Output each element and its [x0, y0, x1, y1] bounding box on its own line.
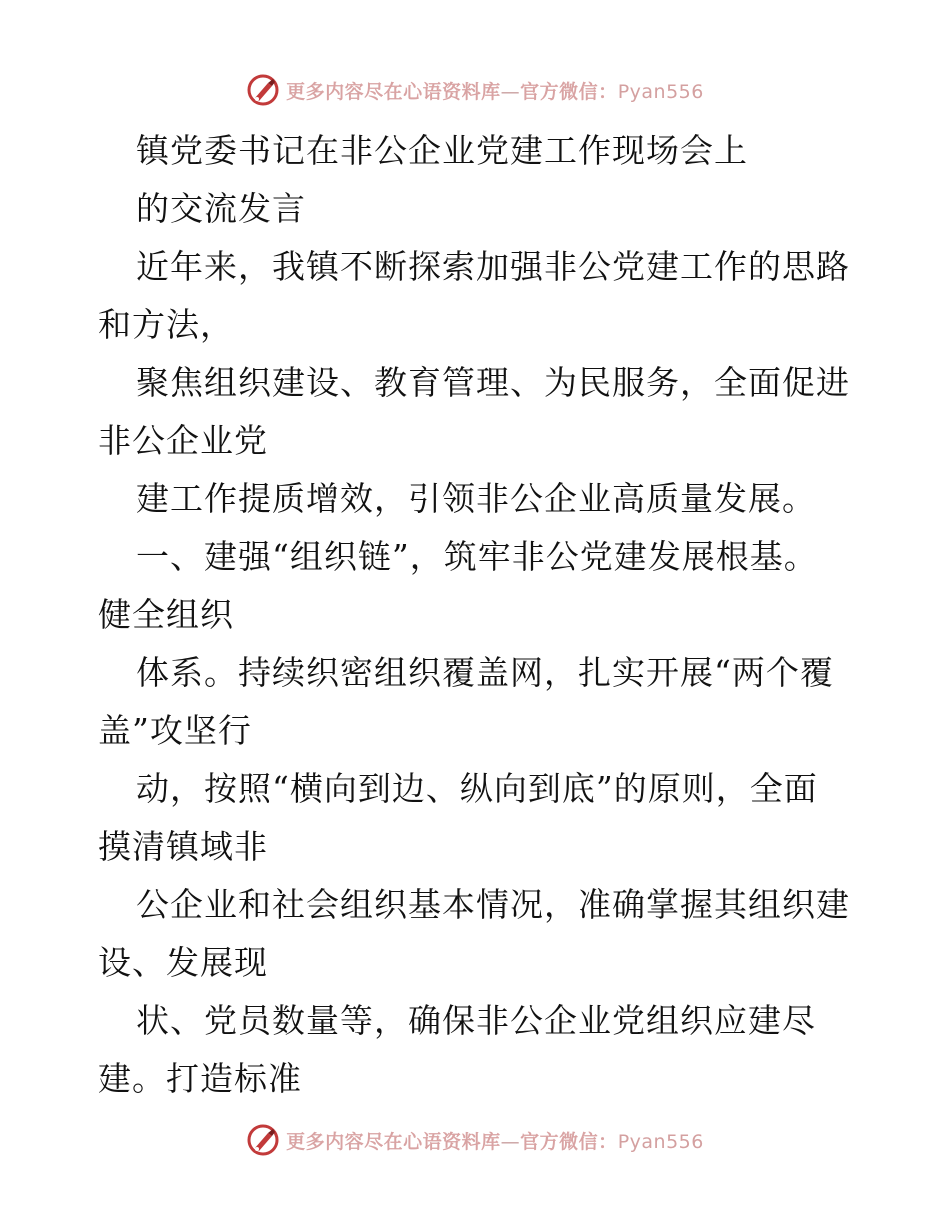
paragraph-line: 动，按照“横向到边、纵向到底”的原则，全面: [136, 769, 818, 808]
paragraph-line: 公企业和社会组织基本情况，准确掌握其组织建: [136, 885, 850, 924]
paragraph-line: 健全组织: [98, 595, 234, 634]
paragraph-line: 建。打造标准: [98, 1059, 302, 1098]
watermark-text: 更多内容尽在心语资料库—官方微信：Pyan556: [286, 80, 704, 103]
pen-logo-icon: [246, 1123, 280, 1157]
paragraph-line: 和方法，: [98, 305, 234, 344]
paragraph-line: 状、党员数量等，确保非公企业党组织应建尽: [136, 1001, 816, 1040]
paragraph-line: 摸清镇域非: [98, 827, 268, 866]
pen-logo-icon: [246, 73, 280, 107]
watermark-text: 更多内容尽在心语资料库—官方微信：Pyan556: [286, 1130, 704, 1153]
paragraph-line: 一、建强“组织链”，筑牢非公党建发展根基。: [136, 537, 818, 576]
paragraph-line: 近年来，我镇不断探索加强非公党建工作的思路: [136, 247, 850, 286]
paragraph-line: 体系。持续织密组织覆盖网，扎实开展“两个覆: [136, 653, 834, 692]
paragraph-line: 设、发展现: [98, 943, 268, 982]
paragraph-line: 非公企业党: [98, 421, 268, 460]
paragraph-line: 聚焦组织建设、教育管理、为民服务，全面促进: [136, 363, 850, 402]
paragraph-line: 盖”攻坚行: [98, 711, 252, 750]
paragraph-line: 建工作提质增效，引领非公企业高质量发展。: [136, 479, 816, 518]
footer-watermark: [0, 1122, 950, 1158]
paragraph-line: 的交流发言: [136, 189, 306, 228]
paragraph-line: 镇党委书记在非公企业党建工作现场会上: [136, 131, 748, 170]
header-watermark: [0, 72, 950, 108]
document-body: [98, 122, 858, 1108]
